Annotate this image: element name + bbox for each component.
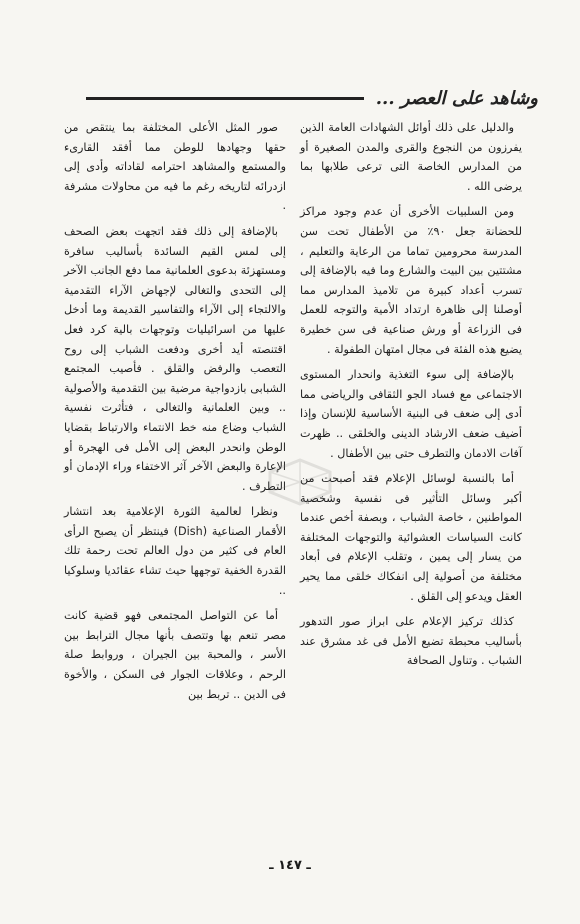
header-title: وشاهد على العصر ... bbox=[375, 87, 538, 109]
paragraph: أما عن التواصل المجتمعى فهو قضية كانت مصر تنعم بها وتتصف بأنها مجال الترابط بين الأسر ، والمحبة بين الجيران ، وروابط صلة الرحم ، وعلاقات الجوار فى السكن ، والأخوة فى الدين .. تربط بين bbox=[64, 609, 286, 701]
paragraph: ونظرا لعالمية الثورة الإعلامية بعد انتشار الأقمار الصناعية (Dish) فينتظر أن يصبح الرأى العام فى كثير من دول العالم تحت رحمة تلك القدرة الخفية توجهها حيث تشاء عقائديا وسلوكيا .. bbox=[64, 505, 286, 597]
paragraph: صور المثل الأعلى المختلفة بما ينتقص من حقها وجهادها للوطن مما أفقد القارىء والمستمع والمشاهد احترامه لقاداته وأدى إلى ازدرائه لتاريخه رغم ما فيه من محاولات مشرفة . bbox=[64, 121, 286, 213]
running-header bbox=[86, 86, 538, 110]
paragraph: بالإضافة إلى سوء التغذية وانحدار المستوى الاجتماعى مع فساد الجو الثقافى والرياضى مما أدى إلى ضعف فى البنية الأساسية للإنسان وإذا أضيف ضعف الارشاد الدينى والخلقى .. ظهرت آفات الادمان والتطرف حتى بين الأطفال . bbox=[300, 368, 522, 460]
page-number: ـ ١٤٧ ـ bbox=[269, 858, 311, 873]
paragraph: كذلك تركيز الإعلام على ابراز صور التدهور بأساليب محبطة تضيع الأمل فى غد مشرق عند الشباب . وتناول الصحافة bbox=[300, 615, 522, 668]
paragraph: بالإضافة إلى ذلك فقد اتجهت بعض الصحف إلى لمس القيم السائدة بأساليب سافرة ومستهزئة بدعوى العلمانية مما دفع الجانب الآخر إلى التحدى والتغالى لإجهاض الآراء التقدمية والالتجاء إلى الآراء والتفاسير القديمة وما أدخل عليها من اسرائيليات وتوجهات بالية كرد فعل اقتنصته أيد أخرى ودفعت الشباب إلى روح التعصب والرفض والقلق . فأصيب المجتمع الشبابى بازدواجية مرضية بين التقدمية والأصولية .. وبين العلمانية والتغالى ، فتأثرت نفسية الشباب وضاع منه خط الانتماء والارتباط بقضايا الوطن وانحدر البعض إلى الأمل فى الهجرة أو الإعارة والبعض الآخر آثر الاختفاء وراء الإدمان أو التطرف . bbox=[64, 224, 286, 493]
paragraph: والدليل على ذلك أوائل الشهادات العامة الذين يفرزون من النجوع والقرى والمدن الصغيرة أو من المدارس الخاصة التى ترعى طلابها بما يرضى الله . bbox=[300, 121, 522, 193]
text-column-left bbox=[64, 118, 286, 710]
text-column-right bbox=[300, 118, 522, 677]
paragraph: ومن السلبيات الأخرى أن عدم وجود مراكز للحضانة جعل ٩٠٪ من الأطفال تحت سن المدرسة محرومين تماما من الرعاية والتعليم ، مشتتين بين البيت والشارع وما فيه بالإضافة إلى تسرب أعداد كبيرة من تلاميذ المدارس مما أوصلنا إلى ظاهرة ارتداد الأمية والتوجه للعمل فى الزراعة أو ورش صناعية فى سن خطيرة يضيع هذه الفئة فى مجال امتهان الطفولة . bbox=[300, 205, 522, 356]
header-rule bbox=[86, 97, 364, 100]
paragraph: أما بالنسبة لوسائل الإعلام فقد أصبحت من أكبر وسائل التأثير فى نفسية وشخصية المواطنين ، خاصة الشباب ، وبصفة أخص عندما كانت السياسات العشوائية والتوجهات المختلفة من يسار إلى يمين ، وتقلب الإعلام فى أبعاد مختلفة من أصولية إلى انفكاك خلقى مما يحير العقل ويدعو إلى القلق . bbox=[300, 472, 522, 603]
